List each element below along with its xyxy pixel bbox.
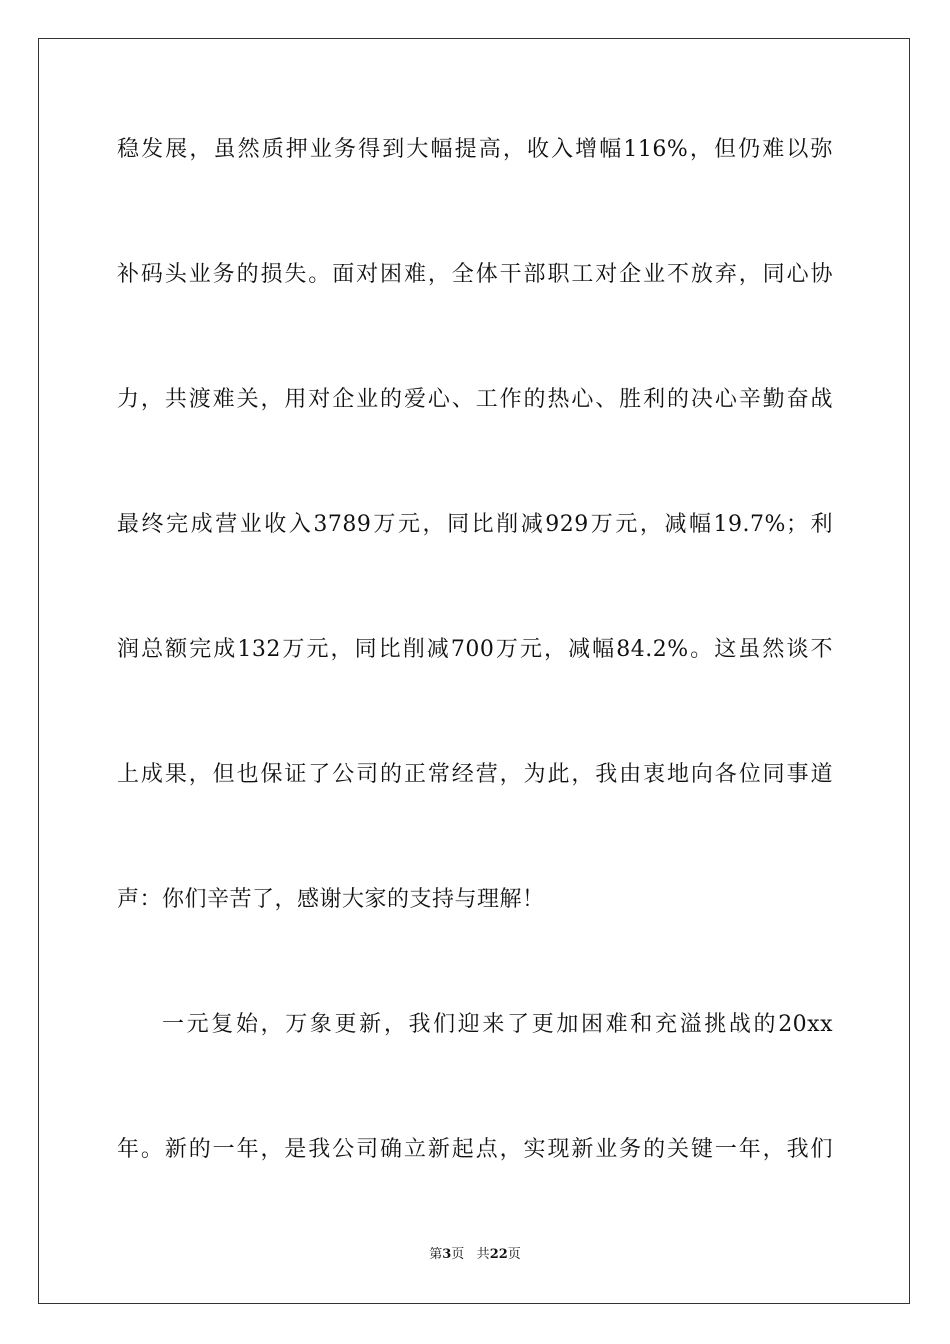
- paragraph-line: 稳发展，虽然质押业务得到大幅提高，收入增幅116%，但仍难以弥: [117, 137, 833, 162]
- page-frame: [38, 38, 910, 1304]
- paragraph-line: 力，共渡难关，用对企业的爱心、工作的热心、胜利的决心辛勤奋战: [117, 387, 833, 412]
- footer-page-suffix: 页: [451, 1247, 465, 1262]
- footer-total-prefix: 共: [476, 1247, 490, 1262]
- footer-total-suffix: 页: [507, 1247, 521, 1262]
- paragraph-line: 一元复始，万象更新，我们迎来了更加困难和充溢挑战的20xx: [162, 1012, 833, 1037]
- paragraph-line: 年。新的一年，是我公司确立新起点，实现新业务的关键一年，我们: [117, 1137, 833, 1162]
- paragraph-line: 最终完成营业收入3789万元，同比削减929万元，减幅19.7%；利: [117, 512, 833, 537]
- total-page-count: 22: [489, 1247, 508, 1262]
- page-footer: [0, 1246, 950, 1264]
- paragraph-line: 润总额完成132万元，同比削减700万元，减幅84.2%。这虽然谈不: [117, 637, 833, 662]
- paragraph-line: 补码头业务的损失。面对困难，全体干部职工对企业不放弃，同心协: [117, 262, 833, 287]
- footer-prefix: 第: [429, 1247, 443, 1262]
- paragraph-line: 声：你们辛苦了，感谢大家的支持与理解！: [117, 887, 545, 912]
- paragraph-line: 上成果，但也保证了公司的正常经营，为此，我由衷地向各位同事道: [117, 762, 833, 787]
- current-page-number: 3: [442, 1247, 452, 1262]
